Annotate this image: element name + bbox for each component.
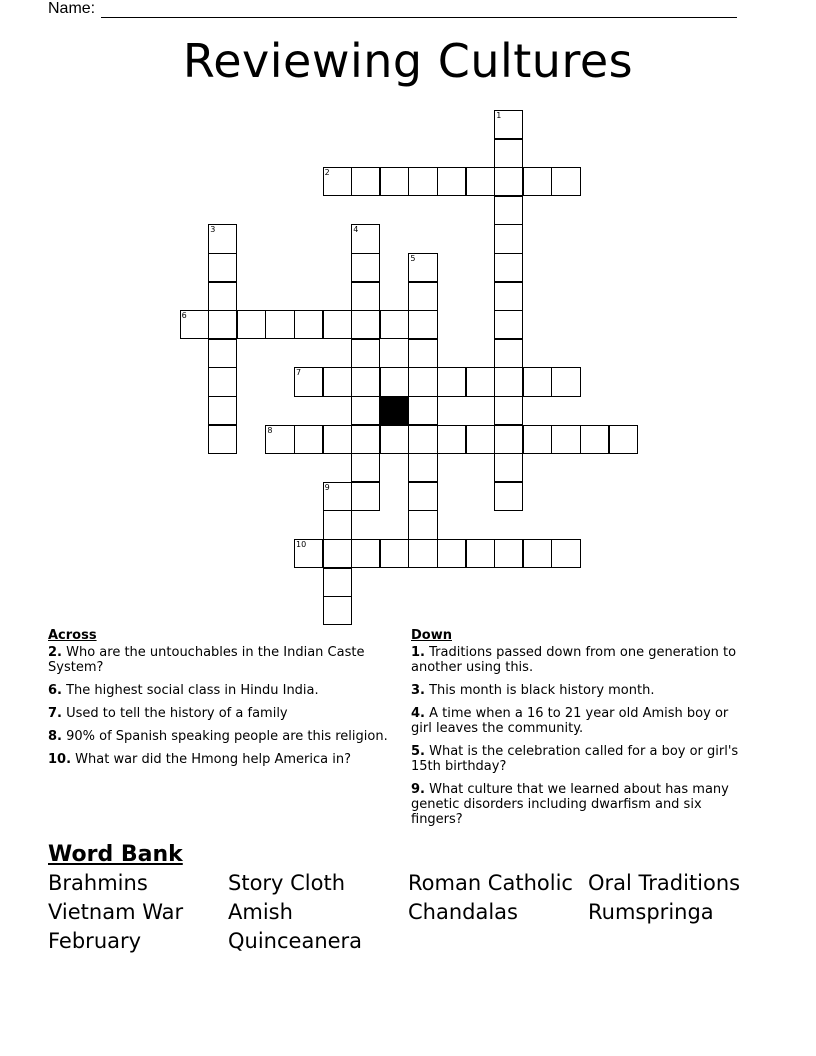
answer-cell[interactable]	[494, 110, 523, 139]
answer-cell[interactable]	[551, 539, 580, 568]
answer-cell[interactable]	[580, 425, 609, 454]
answer-cell[interactable]	[380, 310, 409, 339]
clue-number: 1	[496, 111, 502, 120]
answer-cell[interactable]	[380, 167, 409, 196]
answer-cell[interactable]	[208, 396, 237, 425]
answer-cell[interactable]	[323, 568, 352, 597]
answer-cell[interactable]	[408, 539, 437, 568]
answer-cell[interactable]	[437, 167, 466, 196]
answer-cell[interactable]	[494, 310, 523, 339]
answer-cell[interactable]	[265, 310, 294, 339]
answer-cell[interactable]	[523, 425, 552, 454]
answer-cell[interactable]	[494, 167, 523, 196]
clue-text: What culture that we learned about has many genetic disorders including dwarfism and six fingers?	[411, 782, 729, 827]
clue-number: 6	[181, 311, 187, 321]
down-clue	[411, 683, 751, 698]
down-clue	[411, 645, 751, 675]
answer-cell[interactable]	[551, 167, 580, 196]
answer-cell[interactable]	[408, 339, 437, 368]
across-clue	[48, 706, 388, 721]
answer-cell[interactable]	[237, 310, 266, 339]
answer-cell[interactable]	[323, 482, 352, 511]
clue-number: 3.	[411, 683, 425, 698]
clue-number: 4.	[411, 706, 425, 721]
clue-number: 2	[324, 168, 330, 178]
clue-number: 6.	[48, 683, 62, 698]
answer-cell[interactable]	[494, 367, 523, 396]
answer-cell[interactable]	[523, 167, 552, 196]
down-heading: Down	[411, 628, 452, 643]
answer-cell[interactable]	[408, 482, 437, 511]
word-bank-item: Brahmins	[48, 871, 148, 895]
answer-cell[interactable]	[523, 367, 552, 396]
answer-cell[interactable]	[323, 367, 352, 396]
word-bank-item: Roman Catholic	[408, 871, 573, 895]
answer-cell[interactable]	[466, 425, 495, 454]
word-bank-item: Story Cloth	[228, 871, 346, 895]
clue-number: 8.	[48, 729, 62, 744]
answer-cell[interactable]	[208, 253, 237, 282]
word-bank-item: Vietnam War	[48, 900, 184, 924]
word-bank-item: Amish	[228, 900, 293, 924]
answer-cell[interactable]	[437, 539, 466, 568]
across-clue	[48, 645, 388, 675]
clue-number: 5	[410, 254, 416, 263]
answer-cell[interactable]	[466, 539, 495, 568]
answer-cell[interactable]	[208, 224, 237, 253]
answer-cell[interactable]	[294, 425, 323, 454]
answer-cell[interactable]	[351, 253, 380, 282]
answer-cell[interactable]	[351, 539, 380, 568]
answer-cell[interactable]	[351, 310, 380, 339]
answer-cell[interactable]	[323, 425, 352, 454]
answer-cell[interactable]	[323, 539, 352, 568]
word-bank-heading: Word Bank	[48, 842, 183, 867]
answer-cell[interactable]	[323, 596, 352, 625]
answer-cell[interactable]	[180, 310, 209, 339]
answer-cell[interactable]	[523, 539, 552, 568]
answer-cell[interactable]	[380, 539, 409, 568]
answer-cell[interactable]	[408, 453, 437, 482]
clue-text: Who are the untouchables in the Indian Caste System?	[48, 645, 365, 675]
answer-cell[interactable]	[494, 253, 523, 282]
clue-text: The highest social class in Hindu India.	[61, 683, 319, 698]
answer-cell[interactable]	[408, 253, 437, 282]
answer-cell[interactable]	[437, 425, 466, 454]
answer-cell[interactable]	[351, 482, 380, 511]
answer-cell[interactable]	[494, 453, 523, 482]
answer-cell[interactable]	[408, 510, 437, 539]
across-clues	[48, 628, 388, 775]
answer-cell[interactable]	[466, 167, 495, 196]
clue-text: What war did the Hmong help America in?	[71, 752, 352, 767]
word-bank	[48, 842, 788, 954]
clue-number: 8	[267, 425, 273, 435]
answer-cell[interactable]	[351, 453, 380, 482]
clue-number: 10.	[48, 752, 72, 767]
answer-cell[interactable]	[380, 367, 409, 396]
answer-cell[interactable]	[551, 425, 580, 454]
clue-text: What is the celebration called for a boy or girl's 15th birthday?	[411, 744, 739, 774]
answer-cell[interactable]	[351, 282, 380, 311]
answer-cell[interactable]	[294, 310, 323, 339]
clue-number: 9.	[411, 782, 425, 797]
answer-cell[interactable]	[265, 425, 294, 454]
down-clue	[411, 782, 751, 827]
answer-cell[interactable]	[323, 167, 352, 196]
answer-cell[interactable]	[351, 339, 380, 368]
answer-cell[interactable]	[208, 310, 237, 339]
clue-number: 3	[210, 225, 216, 235]
answer-cell[interactable]	[294, 367, 323, 396]
answer-cell[interactable]	[494, 139, 523, 168]
answer-cell[interactable]	[323, 310, 352, 339]
clue-number: 5.	[411, 744, 425, 759]
clue-number: 7	[296, 368, 302, 378]
clue-text: Used to tell the history of a family	[61, 706, 288, 721]
answer-cell[interactable]	[408, 310, 437, 339]
answer-cell[interactable]	[494, 425, 523, 454]
clue-number: 4	[353, 225, 359, 235]
answer-cell[interactable]	[494, 539, 523, 568]
word-bank-item: February	[48, 929, 142, 953]
across-clue	[48, 752, 388, 767]
page-title: Reviewing Cultures	[182, 34, 634, 88]
answer-cell[interactable]	[351, 167, 380, 196]
clue-text: A time when a 16 to 21 year old Amish boy or girl leaves the community.	[411, 706, 729, 736]
down-clues	[411, 628, 751, 835]
answer-cell[interactable]	[551, 367, 580, 396]
word-bank-item: Quinceanera	[228, 929, 363, 953]
clue-text: 90% of Spanish speaking people are this religion.	[61, 729, 388, 744]
clue-text: This month is black history month.	[424, 683, 655, 698]
clue-number: 2.	[48, 645, 62, 660]
clue-number: 10	[296, 540, 307, 549]
answer-cell[interactable]	[351, 425, 380, 454]
across-clue	[48, 729, 388, 744]
answer-cell[interactable]	[466, 367, 495, 396]
answer-cell[interactable]	[380, 425, 409, 454]
answer-cell[interactable]	[494, 282, 523, 311]
clue-number: 9	[324, 482, 330, 492]
answer-cell[interactable]	[208, 425, 237, 454]
answer-cell[interactable]	[208, 367, 237, 396]
answer-cell[interactable]	[408, 167, 437, 196]
answer-cell[interactable]	[494, 339, 523, 368]
answer-cell[interactable]	[494, 482, 523, 511]
answer-cell[interactable]	[408, 396, 437, 425]
clue-text: Traditions passed down from one generation to another using this.	[411, 645, 737, 675]
down-clue	[411, 706, 751, 736]
answer-cell[interactable]	[323, 510, 352, 539]
answer-cell[interactable]	[208, 339, 237, 368]
answer-cell[interactable]	[351, 367, 380, 396]
answer-cell[interactable]	[494, 196, 523, 225]
answer-cell[interactable]	[351, 224, 380, 253]
name-label: Name:	[48, 0, 96, 17]
answer-cell[interactable]	[351, 396, 380, 425]
clue-number: 7.	[48, 706, 62, 721]
across-heading: Across	[48, 628, 97, 643]
word-bank-item: Chandalas	[408, 900, 518, 924]
answer-cell[interactable]	[494, 396, 523, 425]
black-square	[380, 396, 409, 425]
answer-cell[interactable]	[494, 224, 523, 253]
answer-cell[interactable]	[408, 282, 437, 311]
answer-cell[interactable]	[609, 425, 638, 454]
clue-number: 1.	[411, 645, 425, 660]
word-bank-item: Oral Traditions	[588, 871, 741, 895]
answer-cell[interactable]	[208, 282, 237, 311]
answer-cell[interactable]	[408, 367, 437, 396]
answer-cell[interactable]	[294, 539, 323, 568]
answer-cell[interactable]	[408, 425, 437, 454]
answer-cell[interactable]	[437, 367, 466, 396]
word-bank-item: Rumspringa	[588, 900, 714, 924]
across-clue	[48, 683, 388, 698]
down-clue	[411, 744, 751, 774]
